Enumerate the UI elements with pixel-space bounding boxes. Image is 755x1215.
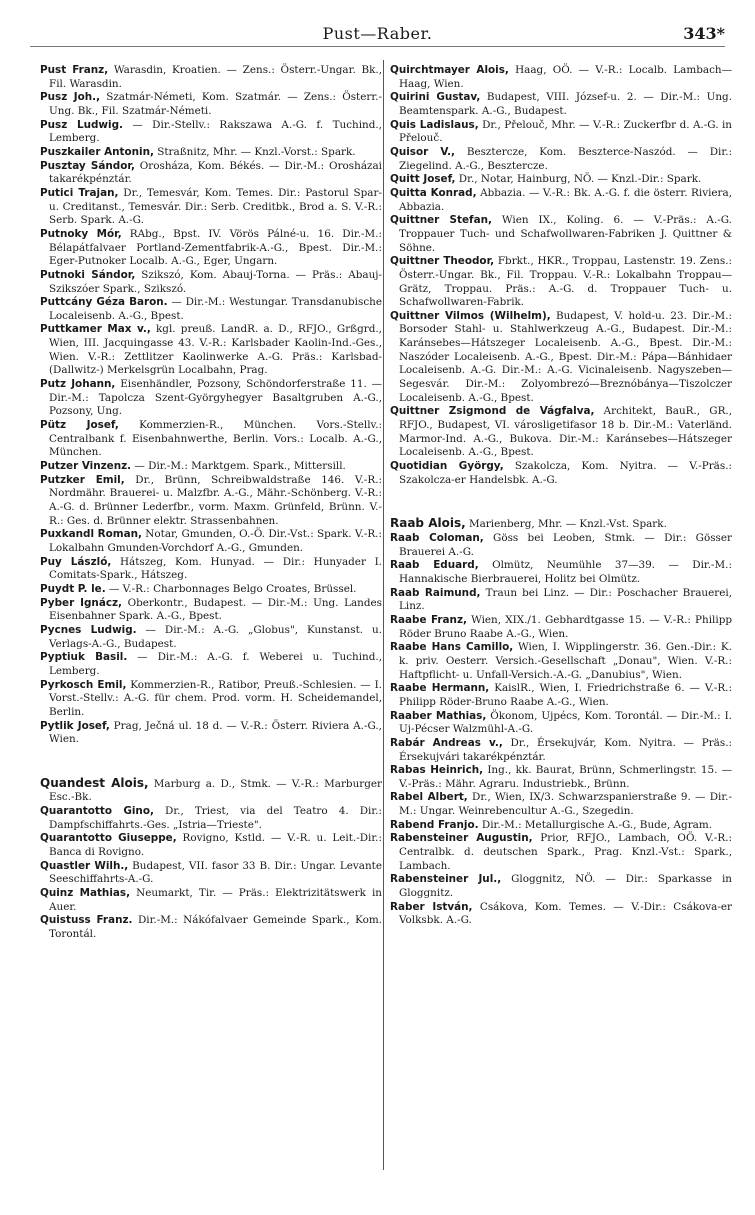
directory-entry xyxy=(40,651,382,678)
entry-name: Quirini Gustav, xyxy=(390,91,481,104)
entry-details: — Dir.-M.: A.-G. „Globus", Kunstanst. u. Verlags-A.-G., Budapest. xyxy=(49,623,382,650)
entry-details: Traun bei Linz. — Dir.: Poschacher Brauerei, Linz. xyxy=(399,586,732,613)
directory-entry xyxy=(390,791,732,818)
entry-details: Warasdin, Kroatien. — Zens.: Österr.-Ungar. Bk., Fil. Warasdin. xyxy=(49,64,382,90)
directory-entry xyxy=(40,914,382,941)
entry-details: Dr., Přelouč, Mhr. — V.-R.: Zuckerfbr d. A.-G. in Přelouč. xyxy=(399,118,732,145)
entry-details: Marburg a. D., Stmk. — V.-R.: Marburger Esc.-Bk. xyxy=(49,777,382,804)
entry-name: Puydt P. le. xyxy=(40,582,106,595)
entry-details: Oberkontr., Budapest. — Dir.-M.: Ung. Landes Eisenbahner Spark. A.-G., Bpest. xyxy=(49,596,382,623)
entry-name: Rabensteiner Jul., xyxy=(390,873,502,886)
entry-name: Quarantotto Giuseppe, xyxy=(40,832,177,845)
directory-entry xyxy=(390,873,732,900)
directory-entry xyxy=(40,460,382,474)
directory-entry xyxy=(390,119,732,146)
entry-name: Rabend Franjo. xyxy=(390,818,479,831)
entry-name: Quisor V., xyxy=(390,145,455,158)
entry-details: Dr., Wien, IX/3. Schwarzspanierstraße 9. — Dir.-M.: Ungar. Weinrebencultur A.-G., Szegedin. xyxy=(399,791,732,818)
running-title: Pust—Raber. xyxy=(322,24,433,43)
entry-name: Raber István, xyxy=(390,900,473,913)
directory-entry xyxy=(40,269,382,296)
entry-details: Olmütz, Neumühle 37—39. — Dir.-M.: Hannakische Bierbrauerei, Holitz bei Olmütz. xyxy=(399,559,732,585)
entry-details: Dr., Brünn, Schreibwaldstraße 146. V.-R.: Nordmähr. Brauerei- u. Malzfbr. A.-G., Mähr.-Schönberg. V.-R.: A.-G. d. Brünner Lederfbr., vorm. Maxm. Grünfeld, Brünn. V.-R.: Ges. d. Brünner elektr. Strassenbahnen. xyxy=(49,473,383,527)
directory-entry xyxy=(40,860,382,887)
entry-details: Wien, XIX./1. Gebhardtgasse 15. — V.-R.: Philipp Röder Bruno Raabe A.-G., Wien. xyxy=(399,613,732,640)
entry-details: Dr., Temesvár, Kom. Temes. Dir.: Pastorul Spar- u. Creditanst., Temesvár. Dir.: Serb. Creditbk., Brod a. S. V.-R.: Serb. Spark. A.-G. xyxy=(49,186,382,227)
entry-details: Prior, RFJO., Lambach, OÖ. V.-R.: Centralbk. d. deutschen Spark., Prag. Knzl.-Vst.: Spark., Lambach. xyxy=(399,832,732,872)
entry-name: Quitta Konrad, xyxy=(390,186,477,199)
directory-entry xyxy=(40,624,382,651)
directory-entry xyxy=(40,805,382,832)
directory-entry xyxy=(390,737,732,764)
entry-name: Pyber Ignácz, xyxy=(40,596,122,609)
left-column xyxy=(40,64,382,942)
directory-entry xyxy=(390,819,732,833)
directory-entry xyxy=(40,91,382,118)
directory-entry xyxy=(40,119,382,146)
directory-entry xyxy=(390,832,732,873)
entry-details: — Dir.-Stellv.: Rakszawa A.-G. f. Tuchind., Lemberg. xyxy=(49,118,382,145)
entry-details: Notar, Gmunden, O.-Ö. Dir.-Vst.: Spark. V.-R.: Lokalbahn Gmunden-Vorchdorf A.-G., Gmunden. xyxy=(49,528,382,554)
directory-entry xyxy=(40,419,382,460)
entry-details: — Dir.-M.: A.-G. f. Weberei u. Tuchind., Lemberg. xyxy=(49,651,382,677)
entry-name: Puttkamer Max v., xyxy=(40,323,151,336)
directory-entry xyxy=(40,296,382,323)
directory-entry xyxy=(390,764,732,791)
directory-entry xyxy=(390,901,732,928)
directory-entry xyxy=(40,887,382,914)
entry-name: Pusz Ludwig. xyxy=(40,118,123,131)
entry-details: RAbg., Bpst. IV. Vörös Pálné-u. 16. Dir.-M.: Bélapátfalvaer Portland-Zementfabrik-A.-G., Bpest. Dir.-M.: Eger-Putnoker Localb. A.-G., Eger, Ungarn. xyxy=(49,227,382,268)
page-number: 343* xyxy=(683,24,725,43)
entry-details: Dir.-M.: Metallurgische A.-G., Bude, Agram. xyxy=(478,818,713,831)
entry-details: Dr., Triest, via del Teatro 4. Dir.: Dampfschiffahrts.-Ges. „Istria—Trieste". xyxy=(49,805,382,831)
entry-name: Raabe Franz, xyxy=(390,613,467,626)
entry-name: Rabel Albert, xyxy=(390,791,468,804)
header-rule xyxy=(30,46,725,47)
entry-name: Pütz Josef, xyxy=(40,419,119,432)
directory-entry xyxy=(40,832,382,859)
directory-entry xyxy=(390,214,732,255)
directory-entry xyxy=(40,474,382,529)
directory-entry xyxy=(40,228,382,269)
entry-details: Hátszeg, Kom. Hunyad. — Dir.: Hunyader I. Comitats-Spark., Hátszeg. xyxy=(49,555,382,582)
directory-entry xyxy=(390,255,732,310)
entry-details: Kommerzien-R., München. Vors.-Stellv.: Centralbank f. Eisenbahnwerthe, Berlin. Vors.: Localb. A.-G., München. xyxy=(49,419,382,459)
entry-details: Besztercze, Kom. Beszterce-Naszód. — Dir.: Ziegelind. A.-G., Besztercze. xyxy=(399,145,732,172)
directory-entry xyxy=(390,641,732,682)
directory-entry xyxy=(390,587,732,614)
entry-details: — Dir.-M.: Marktgem. Spark., Mittersill. xyxy=(131,460,346,473)
entry-details: Neumarkt, Tir. — Präs.: Elektrizitätswerk in Auer. xyxy=(49,887,383,913)
entry-details: Szatmár-Németi, Kom. Szatmár. — Zens.: Österr.-Ung. Bk., Fil. Szatmár-Németi. xyxy=(49,91,382,117)
directory-entry xyxy=(40,378,382,419)
entry-details: Dr., Notar, Hainburg, NÖ. — Knzl.-Dir.: Spark. xyxy=(455,173,702,186)
entry-name: Putzer Vinzenz. xyxy=(40,460,132,473)
entry-name: Raab Eduard, xyxy=(390,559,479,572)
entry-name: Raaber Mathias, xyxy=(390,709,487,722)
directory-entry xyxy=(40,720,382,747)
entry-details: Dr., Érsekujvár, Kom. Nyitra. — Präs.: Érsekujvári takarékpénztár. xyxy=(399,736,733,763)
directory-entry xyxy=(390,187,732,214)
entry-name: Quirchtmayer Alois, xyxy=(390,64,509,76)
entry-details: Kommerzien-R., Ratibor, Preuß.-Schlesien. — I. Vorst.-Stellv.: A.-G. für chem. Prod. vorm. H. Scheidemandel, Berlin. xyxy=(49,678,382,718)
entry-name: Putnoky Mór, xyxy=(40,227,122,240)
entry-name: Pust Franz, xyxy=(40,64,109,76)
directory-entry xyxy=(390,682,732,709)
directory-entry xyxy=(390,517,732,532)
entry-details: Straßnitz, Mhr. — Knzl.-Vorst.: Spark. xyxy=(153,145,356,158)
entry-name: Puxkandl Roman, xyxy=(40,528,142,541)
directory-entry xyxy=(40,160,382,187)
directory-entry xyxy=(390,710,732,737)
entry-details: Wien, I. Wipplingerstr. 36. Gen.-Dir.: K. k. priv. Oesterr. Versich.-Gesellschaft „Donau", Wien. V.-R.: Haftpflicht- u. Unfall-Versich.-A.-G. „Danubius", Wien. xyxy=(399,641,732,681)
directory-entry xyxy=(390,173,732,187)
entry-name: Puttcány Géza Baron. xyxy=(40,296,168,309)
directory-entry xyxy=(390,559,732,586)
directory-entry xyxy=(390,146,732,173)
entry-name: Quarantotto Gino, xyxy=(40,805,154,818)
entry-name: Raab Alois, xyxy=(390,516,466,531)
entry-name: Quittner Vilmos (Wilhelm), xyxy=(390,309,551,322)
entry-details: — Dir.-M.: Westungar. Transdanubische Localeisenb. A.-G., Bpest. xyxy=(49,296,383,322)
entry-name: Raab Coloman, xyxy=(390,532,484,544)
page-header xyxy=(0,14,755,48)
entry-details: Prag, Ječná ul. 18 d. — V.-R.: Österr. Riviera A.-G., Wien. xyxy=(49,719,382,746)
entry-details: — V.-R.: Charbonnages Belgo Croates, Brüssel. xyxy=(105,582,357,595)
directory-entry xyxy=(40,777,382,805)
entry-name: Quis Ladislaus, xyxy=(390,118,479,131)
entry-name: Pusz Joh., xyxy=(40,91,101,104)
directory-entry xyxy=(40,64,382,91)
directory-entry xyxy=(390,310,732,406)
entry-details: KaislR., Wien, I. Friedrichstraße 6. — V.-R.: Philipp Röder-Bruno Raabe A.-G., Wien. xyxy=(399,682,732,708)
entry-name: Rabár Andreas v., xyxy=(390,736,503,749)
column-divider xyxy=(383,60,384,1170)
directory-entry xyxy=(40,583,382,597)
entry-name: Putnoki Sándor, xyxy=(40,268,136,281)
entry-name: Quittner Stefan, xyxy=(390,214,492,227)
directory-entry xyxy=(40,528,382,555)
entry-details: Haag, OÖ. — V.-R.: Localb. Lambach—Haag, Wien. xyxy=(399,64,732,90)
entry-details: Wien IX., Koling. 6. — V.-Präs.: A.-G. Troppauer Tuch- und Schafwollwaren-Fabriken J. Quittner & Söhne. xyxy=(399,214,732,254)
entry-name: Raab Raimund, xyxy=(390,586,481,599)
entry-details: Budapest, VIII. József-u. 2. — Dir.-M.: Ung. Beamtenspark. A.-G., Budapest. xyxy=(399,91,732,117)
entry-details: Szikszó, Kom. Abauj-Torna. — Präs.: Abauj-Szikszóer Spark., Szikszó. xyxy=(49,268,382,295)
entry-name: Quistuss Franz. xyxy=(40,914,133,927)
entry-details: Abbazia. — V.-R.: Bk. A.-G. f. die österr. Riviera, Abbazia. xyxy=(399,186,733,213)
entry-details: Budapest, V. hold-u. 23. Dir.-M.: Borsoder Stahl- u. Stahlwerkzeug A.-G., Budapest. Dir.-M.: Karánsebes—Hátszeger Localeisenb. A.-G., Bpest. Dir.-M.: Naszóder Localeisenb. A.-G., Bpest. Dir.-M.: Pápa—Bánhidaer Localeisenb. A.-G. Dir.-M.: A.-G. Vicinaleisenb. Nagyszeben—Segesvár. Dir.-M.: Zolyombrezó—Breznóbánya—Tiszolczer Localeisenb. A.-G., Bpest. xyxy=(399,309,732,404)
entry-name: Quinz Mathias, xyxy=(40,887,131,900)
directory-entry xyxy=(40,556,382,583)
entry-name: Rabas Heinrich, xyxy=(390,764,484,777)
entry-name: Puy László, xyxy=(40,555,112,568)
directory-entry xyxy=(40,187,382,228)
entry-name: Quittner Theodor, xyxy=(390,255,495,268)
entry-name: Rabensteiner Augustin, xyxy=(390,832,533,845)
entry-details: Architekt, BauR., GR., RFJO., Budapest, VI. városligetifasor 18 b. Dir.-M.: Vaterländ. Marmor-Ind. A.-G., Bukova. Dir.-M.: Karánsebes—Hátszeger Localeisenb. A.-G., Bpest. xyxy=(399,405,732,459)
entry-details: Fbrkt., HKR., Troppau, Lastenstr. 19. Zens.: Österr.-Ungar. Bk., Fil. Troppau. V.-R.: Lokalbahn Troppau—Grätz, Troppau. Präs.: A.-G. d. Troppauer Tuch- u. Schafwollwaren-Fabrik. xyxy=(399,255,732,309)
entry-name: Raabe Hans Camillo, xyxy=(390,641,514,654)
directory-entry xyxy=(40,679,382,720)
directory-entry xyxy=(40,146,382,160)
entry-details: Rovigno, Kstld. — V.-R. u. Leit.-Dir.: Banca di Rovigno. xyxy=(49,832,382,859)
entry-details: Budapest, VII. fasor 33 B. Dir.: Ungar. Levante Seeschiffahrts-A.-G. xyxy=(49,859,382,886)
entry-details: Gloggnitz, NÖ. — Dir.: Sparkasse in Gloggnitz. xyxy=(399,873,732,900)
entry-name: Pycnes Ludwig. xyxy=(40,623,137,636)
right-column xyxy=(390,64,732,928)
entry-name: Puszkailer Antonin, xyxy=(40,145,154,158)
directory-entry xyxy=(390,405,732,460)
entry-name: Pusztay Sándor, xyxy=(40,159,135,172)
entry-details: kgl. preuß. LandR. a. D., RFJO., Grßgrd., Wien, III. Jacquingasse 43. V.-R.: Karlsbader Kaolin-Ind.-Ges., Wien. V.-R.: Zettlitzer Kaolinwerke A.-G. Präs.: Karlsbad-(Dallwitz-) Merkelsgrün Localbahn, Prag. xyxy=(49,323,382,377)
entry-details: Göss bei Leoben, Stmk. — Dir.: Gösser Brauerei A.-G. xyxy=(399,532,732,558)
entry-name: Putz Johann, xyxy=(40,378,116,391)
entry-details: Ing., kk. Baurat, Brünn, Schmerlingstr. 15. — V.-Präs.: Mähr. Agraru. Industriebk., Brünn. xyxy=(399,764,732,790)
entry-name: Raabe Hermann, xyxy=(390,682,490,695)
entry-details: Eisenhändler, Pozsony, Schöndorferstraße 11. — Dir.-M.: Tapolcza Szent-Györgyhegyer Basaltgruben A.-G., Pozsony, Ung. xyxy=(49,378,382,418)
directory-entry xyxy=(390,532,732,559)
directory-entry xyxy=(390,64,732,91)
entry-details: Dir.-M.: Nákófalvaer Gemeinde Spark., Kom. Torontál. xyxy=(49,914,382,941)
entry-details: Orosháza, Kom. Békés. — Dir.-M.: Orosházai takarékpénztár. xyxy=(49,159,383,186)
entry-name: Pyrkosch Emil, xyxy=(40,678,127,691)
entry-details: Csákova, Kom. Temes. — V.-Dir.: Csákova-er Volksbk. A.-G. xyxy=(399,900,733,927)
directory-entry xyxy=(390,614,732,641)
entry-name: Putici Trajan, xyxy=(40,186,119,199)
entry-name: Pytlik Josef, xyxy=(40,719,110,732)
entry-details: Szakolcza, Kom. Nyitra. — V.-Präs.: Szakolcza-er Handelsbk. A.-G. xyxy=(399,460,733,486)
entry-name: Quittner Zsigmond de Vágfalva, xyxy=(390,405,595,418)
entry-name: Pyptiuk Basil. xyxy=(40,651,128,664)
directory-entry xyxy=(40,597,382,624)
entry-name: Quastler Wilh., xyxy=(40,859,129,872)
entry-name: Quandest Alois, xyxy=(40,775,149,790)
directory-entry xyxy=(390,460,732,487)
entry-details: Marienberg, Mhr. — Knzl.-Vst. Spark. xyxy=(465,518,667,531)
entry-name: Quotidian György, xyxy=(390,460,504,473)
entry-details: Ökonom, Ujpécs, Kom. Torontál. — Dir.-M.: I. Uj-Pécser Walzmühl-A.-G. xyxy=(399,709,732,736)
directory-entry xyxy=(40,323,382,378)
entry-name: Putzker Emil, xyxy=(40,473,125,486)
directory-entry xyxy=(390,91,732,118)
entry-name: Quitt Josef, xyxy=(390,173,456,186)
